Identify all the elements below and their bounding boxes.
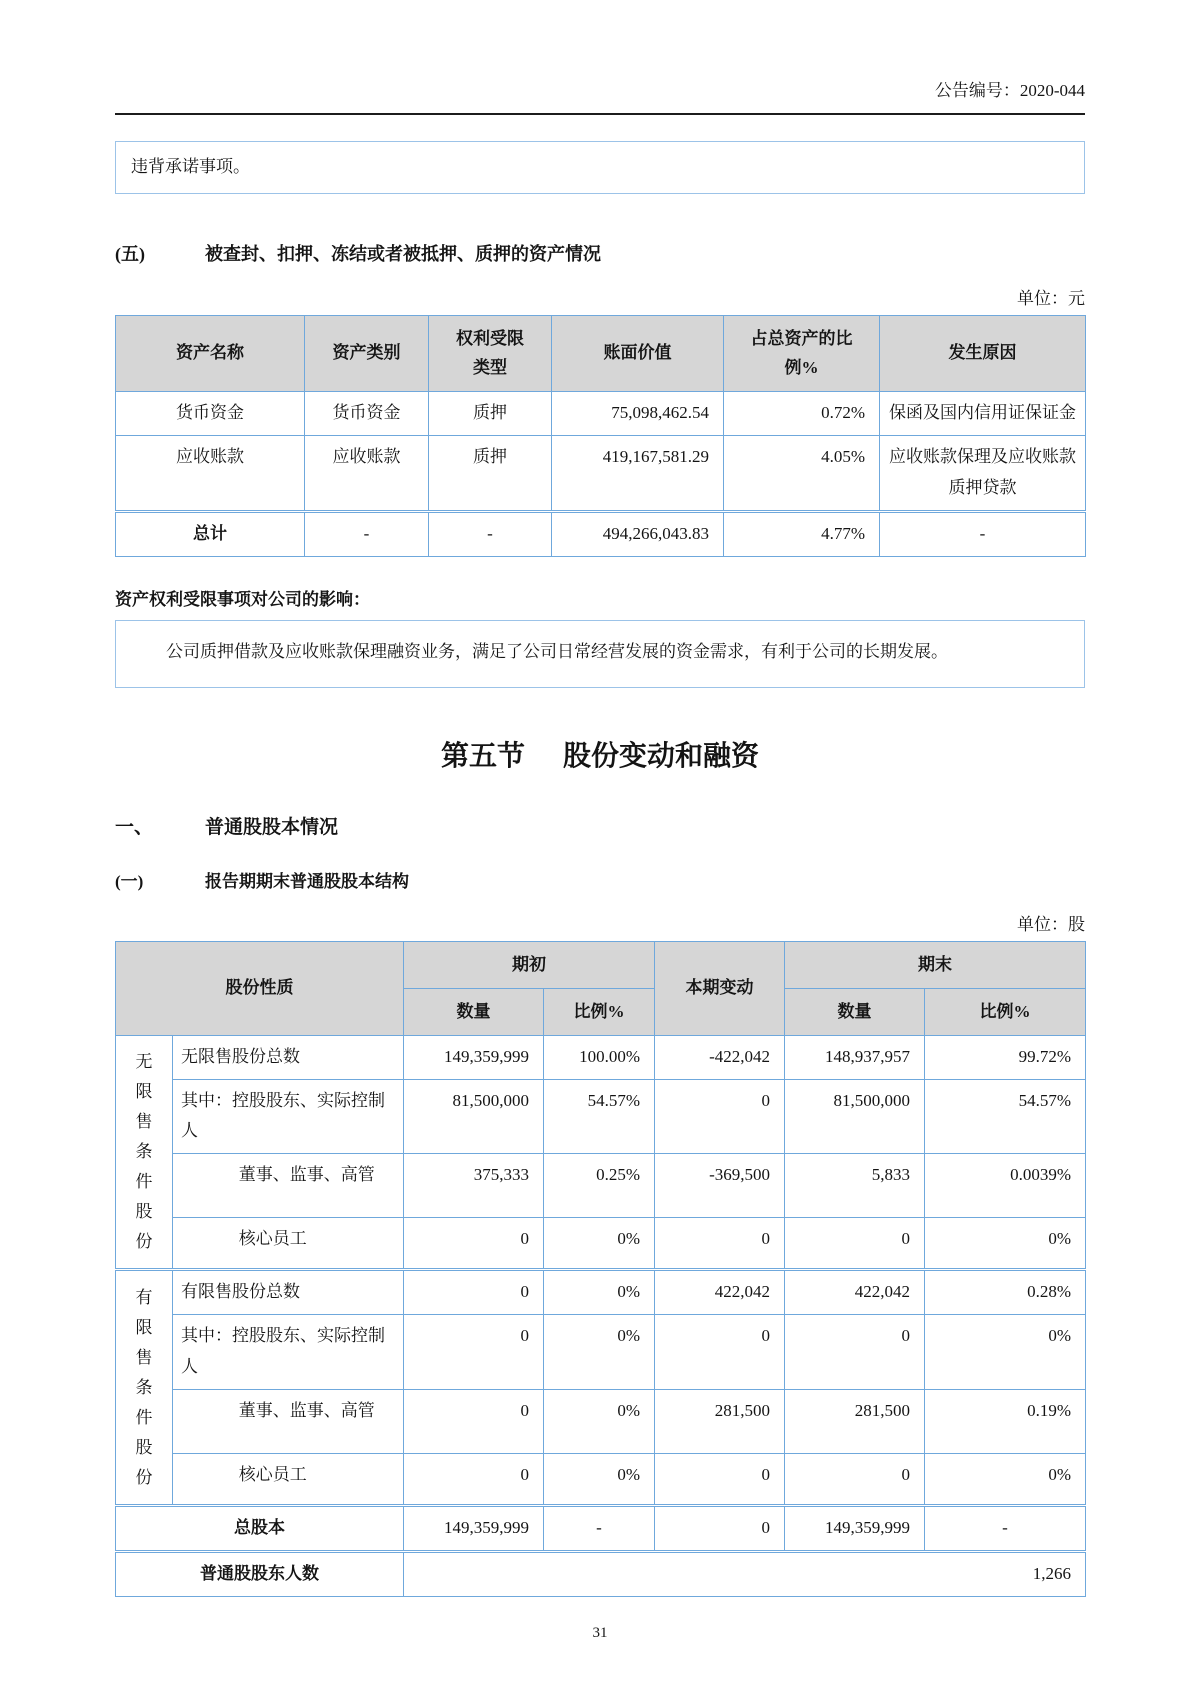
- chapter-title-text: 股份变动和融资: [563, 741, 760, 773]
- cell-begin-qty: 0: [404, 1218, 544, 1270]
- cell-item: 核心员工: [173, 1218, 404, 1270]
- share-row-unrestricted-total: [116, 1035, 1086, 1079]
- cell-holders-label: 普通股股东人数: [116, 1552, 404, 1597]
- cell-change: -422,042: [655, 1035, 785, 1079]
- cell-asset-type: 货币资金: [305, 392, 429, 436]
- cell-dash: -: [925, 1506, 1086, 1552]
- cell-end-pct: 54.57%: [925, 1079, 1086, 1154]
- cell-end-qty: 0: [785, 1454, 925, 1506]
- cell-book-value: 75,098,462.54: [552, 392, 724, 436]
- share-table-head: [116, 942, 1086, 1036]
- heading-number: 一、: [115, 817, 154, 839]
- page-number: 31: [592, 1625, 608, 1642]
- cell-asset-name: 货币资金: [116, 392, 305, 436]
- cell-total-label: 总股本: [116, 1506, 404, 1552]
- cell-end-qty: 81,500,000: [785, 1079, 925, 1154]
- col-header-book-value: 账面价值: [552, 315, 724, 392]
- cell-change: 0: [655, 1315, 785, 1390]
- cell-item: 核心员工: [173, 1454, 404, 1506]
- table-row-receivables: [116, 436, 1086, 512]
- cell-end-pct: 0.28%: [925, 1270, 1086, 1315]
- cell-change: 0: [655, 1079, 785, 1154]
- cell-begin-pct: 54.57%: [544, 1079, 655, 1154]
- asset-table-head: [116, 315, 1086, 392]
- cell-item: 有限售股份总数: [173, 1270, 404, 1315]
- cell-item: 其中：控股股东、实际控制人: [173, 1079, 404, 1154]
- cell-asset-type: 应收账款: [305, 436, 429, 512]
- share-row-total-capital: [116, 1506, 1086, 1552]
- share-row-unrestricted-controller: [116, 1079, 1086, 1154]
- cell-change: -369,500: [655, 1154, 785, 1218]
- cell-end-qty: 281,500: [785, 1390, 925, 1454]
- cell-begin-qty: 81,500,000: [404, 1079, 544, 1154]
- section-number: (五): [115, 243, 145, 264]
- cell-item: 其中：控股股东、实际控制人: [173, 1315, 404, 1390]
- cell-item: 无限售股份总数: [173, 1035, 404, 1079]
- col-header-end-pct: 比例%: [925, 988, 1086, 1035]
- cell-change: 281,500: [655, 1390, 785, 1454]
- cell-end-qty: 148,937,957: [785, 1035, 925, 1079]
- cell-pct-total: 4.77%: [724, 511, 880, 556]
- cell-book-value: 419,167,581.29: [552, 436, 724, 512]
- cell-end-pct: 0.0039%: [925, 1154, 1086, 1218]
- cell-change: 0: [655, 1218, 785, 1270]
- col-header-begin-qty: 数量: [404, 988, 544, 1035]
- cell-pct-of-assets: 0.72%: [724, 392, 880, 436]
- col-header-share-nature: 股份性质: [116, 942, 404, 1036]
- col-header-begin-pct: 比例%: [544, 988, 655, 1035]
- doc-header: [115, 0, 1085, 115]
- asset-header-row: [116, 315, 1086, 392]
- table-row-total: [116, 511, 1086, 556]
- share-structure-table: [115, 941, 1086, 1597]
- col-header-reason: 发生原因: [880, 315, 1086, 392]
- col-header-restriction-type-text: 权利受限类型: [455, 328, 524, 378]
- share-row-restricted-directors: [116, 1390, 1086, 1454]
- cell-end-pct: 0%: [925, 1454, 1086, 1506]
- cell-end-qty: 422,042: [785, 1270, 925, 1315]
- share-row-unrestricted-core-staff: [116, 1218, 1086, 1270]
- cell-begin-qty: 0: [404, 1454, 544, 1506]
- col-header-ending: 期末: [785, 942, 1086, 989]
- group-label-restricted: [116, 1270, 173, 1506]
- share-table-body: [116, 1035, 1086, 1597]
- cell-end-pct: 0%: [925, 1315, 1086, 1390]
- cell-begin-pct: 0%: [544, 1315, 655, 1390]
- cell-change: 422,042: [655, 1270, 785, 1315]
- table-row-monetary-funds: [116, 392, 1086, 436]
- cell-asset-name: 应收账款: [116, 436, 305, 512]
- asset-table: [115, 315, 1086, 557]
- heading-ordinary-shares: [115, 812, 1085, 839]
- col-header-asset-type: 资产类别: [305, 315, 429, 392]
- cell-end-qty: 0: [785, 1315, 925, 1390]
- doc-number: 公告编号：2020-044: [934, 81, 1085, 100]
- impact-text: 公司质押借款及应收账款保理融资业务，满足了公司日常经营发展的资金需求，有利于公司的长期发展。: [166, 641, 948, 661]
- group-label-unrestricted: [116, 1035, 173, 1270]
- heading-text: 普通股股本情况: [205, 817, 339, 839]
- cell-begin-pct: 0%: [544, 1270, 655, 1315]
- col-header-pct-of-assets: [724, 315, 880, 392]
- promise-text: 违背承诺事项。: [131, 157, 250, 176]
- cell-begin-qty: 0: [404, 1315, 544, 1390]
- col-header-pct-of-assets-text: 占总资产的比例%: [750, 328, 853, 378]
- cell-holders-value: 1,266: [404, 1552, 1086, 1597]
- group-label-unrestricted-text: 无限售条件股份: [135, 1052, 153, 1251]
- share-row-holders-count: [116, 1552, 1086, 1597]
- chapter-number: 第五节: [440, 741, 525, 773]
- heading-share-structure: [115, 867, 1085, 892]
- section-heading-assets: [115, 240, 1085, 266]
- cell-begin-pct: 0%: [544, 1390, 655, 1454]
- cell-end-pct: 0.19%: [925, 1390, 1086, 1454]
- cell-dash: -: [880, 511, 1086, 556]
- unit-label-yuan: 单位：元: [1017, 288, 1085, 308]
- cell-end-pct: 0%: [925, 1218, 1086, 1270]
- cell-begin-qty: 0: [404, 1270, 544, 1315]
- cell-begin-pct: 0%: [544, 1218, 655, 1270]
- cell-begin-qty: 149,359,999: [404, 1506, 544, 1552]
- cell-dash: -: [305, 511, 429, 556]
- share-row-restricted-core-staff: [116, 1454, 1086, 1506]
- cell-begin-qty: 375,333: [404, 1154, 544, 1218]
- cell-restriction-type: 质押: [429, 392, 552, 436]
- cell-change: 0: [655, 1454, 785, 1506]
- cell-item: 董事、监事、高管: [173, 1154, 404, 1218]
- cell-reason: 应收账款保理及应收账款质押贷款: [880, 436, 1086, 512]
- chapter-title: [115, 734, 1085, 774]
- share-row-restricted-controller: [116, 1315, 1086, 1390]
- col-header-end-qty: 数量: [785, 988, 925, 1035]
- group-label-restricted-text: 有限售条件股份: [135, 1287, 153, 1487]
- col-header-beginning: 期初: [404, 942, 655, 989]
- impact-box: [115, 620, 1085, 688]
- cell-dash: -: [544, 1506, 655, 1552]
- cell-dash: -: [429, 511, 552, 556]
- cell-restriction-type: 质押: [429, 436, 552, 512]
- asset-table-body: [116, 392, 1086, 557]
- section-title: 被查封、扣押、冻结或者被抵押、质押的资产情况: [205, 243, 601, 264]
- heading-text: 报告期期末普通股股本结构: [205, 872, 409, 892]
- promise-note-box: [115, 141, 1085, 194]
- cell-end-qty: 0: [785, 1218, 925, 1270]
- heading-number: (一): [115, 872, 144, 892]
- cell-total-label: 总计: [116, 511, 305, 556]
- cell-begin-pct: 0%: [544, 1454, 655, 1506]
- cell-end-qty: 149,359,999: [785, 1506, 925, 1552]
- cell-reason: 保函及国内信用证保证金: [880, 392, 1086, 436]
- cell-begin-pct: 100.00%: [544, 1035, 655, 1079]
- cell-pct-of-assets: 4.05%: [724, 436, 880, 512]
- impact-heading: 资产权利受限事项对公司的影响：: [115, 589, 370, 609]
- cell-begin-qty: 0: [404, 1390, 544, 1454]
- cell-book-value-total: 494,266,043.83: [552, 511, 724, 556]
- cell-begin-pct: 0.25%: [544, 1154, 655, 1218]
- cell-end-qty: 5,833: [785, 1154, 925, 1218]
- col-header-asset-name: 资产名称: [116, 315, 305, 392]
- col-header-restriction-type: [429, 315, 552, 392]
- col-header-change: 本期变动: [655, 942, 785, 1036]
- cell-end-pct: 99.72%: [925, 1035, 1086, 1079]
- share-header-row-1: [116, 942, 1086, 989]
- share-row-unrestricted-directors: [116, 1154, 1086, 1218]
- cell-item: 董事、监事、高管: [173, 1390, 404, 1454]
- unit-label-shares: 单位：股: [1017, 915, 1085, 935]
- cell-change: 0: [655, 1506, 785, 1552]
- share-row-restricted-total: [116, 1270, 1086, 1315]
- cell-begin-qty: 149,359,999: [404, 1035, 544, 1079]
